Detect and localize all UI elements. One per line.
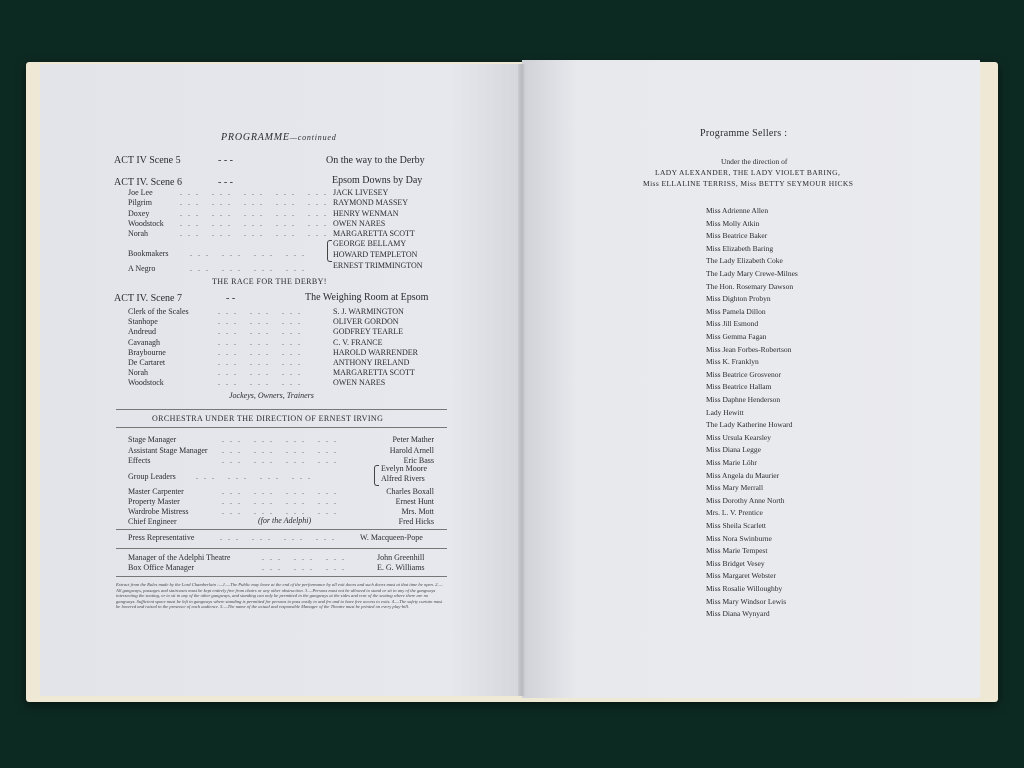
cast-role: Joe Lee bbox=[128, 188, 153, 197]
cast-role: Norah bbox=[128, 229, 148, 239]
dot-leader: ... ... ... bbox=[262, 563, 350, 572]
act4-scene6-name: Epsom Downs by Day bbox=[332, 175, 423, 186]
act4-scene6-label: ACT IV. Scene 6 bbox=[114, 177, 182, 188]
dot-leader: ... ... ... bbox=[262, 553, 350, 562]
act4-scene5-dashes: - - - bbox=[218, 155, 233, 166]
seller-name: Miss Sheila Scarlett bbox=[706, 521, 766, 530]
dot-leader: ... ... ... ... ... bbox=[180, 188, 332, 197]
dot-leader: ... ... ... bbox=[218, 347, 306, 357]
divider bbox=[116, 529, 447, 530]
seller-name: Miss Beatrice Baker bbox=[706, 231, 768, 241]
dot-leader: ... ... ... ... bbox=[220, 533, 340, 542]
dot-leader: ... ... ... ... ... bbox=[180, 229, 332, 239]
staff-name: Eric Bass bbox=[403, 456, 434, 465]
seller-name: Miss K. Franklyn bbox=[706, 357, 759, 367]
seller-name: The Lady Mary Crewe-Milnes bbox=[706, 269, 798, 278]
management-name: John Greenhill bbox=[377, 553, 425, 562]
race-line: THE RACE FOR THE DERBY! bbox=[212, 277, 327, 286]
cast-actor: OWEN NARES bbox=[333, 218, 386, 228]
cast-role: Stanhope bbox=[128, 317, 158, 327]
group-leaders-role: Group Leaders bbox=[128, 472, 176, 481]
seller-name: Lady Hewitt bbox=[706, 407, 744, 417]
divider bbox=[116, 427, 447, 428]
orchestra-line: ORCHESTRA UNDER THE DIRECTION OF ERNEST IRVING bbox=[152, 414, 384, 423]
act4-scene5-name: On the way to the Derby bbox=[326, 155, 425, 166]
seller-name: Miss Margaret Webster bbox=[706, 571, 776, 581]
seller-name: Miss Jill Esmond bbox=[706, 319, 759, 329]
seller-name: Miss Diana Legge bbox=[706, 445, 761, 455]
dot-leader: ... ... ... ... bbox=[190, 264, 310, 273]
group-leaders-brace bbox=[374, 465, 379, 486]
act4-scene7-label: ACT IV. Scene 7 bbox=[114, 293, 182, 304]
dot-leader: ... ... ... bbox=[218, 317, 306, 327]
seller-name: Miss Beatrice Grosvenor bbox=[706, 369, 781, 379]
management-role: Manager of the Adelphi Theatre bbox=[128, 553, 231, 562]
dot-leader: ... ... ... ... bbox=[196, 472, 316, 481]
seller-name: The Lady Elizabeth Coke bbox=[706, 256, 783, 266]
seller-name: Miss Beatrice Hallam bbox=[706, 382, 772, 392]
seller-name: Miss Adrienne Allen bbox=[706, 206, 769, 215]
book-gutter bbox=[518, 64, 526, 696]
staff-name: Mrs. Mott bbox=[401, 507, 434, 516]
staff-role: Stage Manager bbox=[128, 435, 177, 444]
seller-name: Miss Nora Swinburne bbox=[706, 533, 772, 543]
dot-leader: ... ... ... ... bbox=[190, 249, 310, 258]
seller-name: Miss Jean Forbes-Robertson bbox=[706, 344, 792, 354]
dot-leader: ... ... ... ... bbox=[222, 456, 342, 465]
sellers-title: Programme Sellers : bbox=[700, 128, 788, 139]
cast-actor: HENRY WENMAN bbox=[333, 208, 399, 218]
bookmakers-actor-2: HOWARD TEMPLETON bbox=[333, 250, 418, 259]
staff-name: Charles Boxall bbox=[386, 487, 434, 496]
dot-leader: ... ... ... ... bbox=[222, 497, 342, 506]
seller-name: Miss Gemma Fagan bbox=[706, 332, 767, 341]
act4-scene7-dashes: - - bbox=[226, 293, 236, 304]
cast-actor: MARGARETTA SCOTT bbox=[333, 368, 415, 378]
seller-name: Miss Molly Atkin bbox=[706, 218, 760, 228]
act4-scene6-dashes: - - - bbox=[218, 177, 233, 188]
cast-actor: RAYMOND MASSEY bbox=[333, 198, 409, 208]
act4-scene5-label: ACT IV Scene 5 bbox=[114, 155, 181, 166]
cast-role: Braybourne bbox=[128, 347, 166, 357]
cast-role: Cavanagh bbox=[128, 337, 160, 347]
staff-role: Assistant Stage Manager bbox=[128, 446, 208, 455]
management-role: Box Office Manager bbox=[128, 563, 195, 572]
seller-name: Miss Angela du Maurier bbox=[706, 470, 780, 480]
seller-name: Miss Marie Tempest bbox=[706, 546, 768, 556]
cast-actor: ANTHONY IRELAND bbox=[333, 358, 410, 367]
bookmakers-actor-1: GEORGE BELLAMY bbox=[333, 239, 407, 248]
seller-name: Miss Dighton Probyn bbox=[706, 294, 771, 304]
staff-role: Chief Engineer bbox=[128, 517, 177, 526]
dot-leader: ... ... ... ... ... bbox=[180, 218, 332, 228]
dot-leader: ... ... ... ... ... bbox=[180, 198, 332, 208]
dot-leader: ... ... ... bbox=[218, 358, 306, 367]
seller-name: Miss Pamela Dillon bbox=[706, 306, 766, 316]
dot-leader: ... ... ... ... bbox=[222, 435, 342, 444]
seller-name: Miss Ursula Kearsley bbox=[706, 432, 771, 442]
seller-name: Miss Rosalie Willoughby bbox=[706, 584, 783, 593]
divider bbox=[116, 409, 447, 410]
seller-name: The Hon. Rosemary Dawson bbox=[706, 281, 794, 291]
seller-name: Miss Daphne Henderson bbox=[706, 395, 781, 404]
divider bbox=[116, 576, 447, 577]
staff-role: Master Carpenter bbox=[128, 487, 184, 496]
cast-actor: OLIVER GORDON bbox=[333, 317, 399, 327]
seller-name: Miss Mary Merrall bbox=[706, 483, 764, 493]
cast-role: Doxey bbox=[128, 208, 150, 218]
cast-actor: MARGARETTA SCOTT bbox=[333, 229, 415, 239]
staff-name: Harold Arnell bbox=[389, 446, 434, 455]
staff-name: Fred Hicks bbox=[398, 517, 434, 526]
cast-actor: JACK LIVESEY bbox=[333, 188, 389, 197]
seller-name: Miss Marie Löhr bbox=[706, 458, 757, 467]
cast-actor: OWEN NARES bbox=[333, 378, 386, 388]
staff-role: Effects bbox=[128, 456, 151, 465]
directors-line-1: LADY ALEXANDER, THE LADY VIOLET BARING, bbox=[655, 168, 841, 177]
dot-leader: ... ... ... bbox=[218, 337, 306, 347]
bookmakers-role: Bookmakers bbox=[128, 249, 169, 258]
lord-chamberlain-rules: Extract from the Rules made by the Lord Chamberlain :—1.—The Public may leave at the end of the performance by all exit doors and such doors must at that time be open. 2.—All gangways, passages and staircases must be kept entirely free from chairs or any other obstruction. 3.—Persons must not be allowed to stand or sit in any of the gangways intersecting the seating, or to sit in any of the other gangways, and standing can only be permitted in the gangways at the sides and rear of the seating where there are no gangways. Sufficient space must be left in gangways where standing is permitted for persons to pass easily to and fro and to have free access to exits. 4.—The safety curtain must be lowered and raised in the presence of each audience. 5.—The name of the actual and responsible Manager of the Theatre must be printed on every play-bill. bbox=[116, 582, 443, 610]
group-leader-2: Alfred Rivers bbox=[381, 474, 425, 483]
dot-leader: ... ... ... bbox=[218, 378, 306, 388]
cast-actor: C. V. FRANCE bbox=[333, 337, 383, 347]
group-leader-1: Evelyn Moore bbox=[381, 464, 427, 473]
dot-leader: ... ... ... ... bbox=[222, 487, 342, 496]
seller-name: Miss Diana Wynyard bbox=[706, 609, 770, 619]
seller-name: The Lady Katherine Howard bbox=[706, 420, 793, 430]
staff-role: Property Master bbox=[128, 497, 180, 506]
divider bbox=[116, 548, 447, 549]
seller-name: Miss Elizabeth Baring bbox=[706, 243, 774, 253]
sellers-subtitle: Under the direction of bbox=[721, 157, 788, 166]
dot-leader: ... ... ... bbox=[218, 368, 306, 378]
seller-name: Miss Bridget Vesey bbox=[706, 558, 765, 568]
negro-role: A Negro bbox=[128, 264, 156, 273]
seller-name: Miss Dorothy Anne North bbox=[706, 495, 785, 505]
cast-role: Norah bbox=[128, 368, 148, 378]
staff-name: Peter Mather bbox=[392, 435, 434, 444]
seller-name: Miss Mary Windsor Lewis bbox=[706, 596, 787, 606]
press-name: W. Macqueen-Pope bbox=[360, 533, 423, 542]
bookmakers-brace bbox=[327, 240, 332, 262]
dot-leader: ... ... ... ... ... bbox=[180, 208, 332, 218]
cast-role: De Cartaret bbox=[128, 358, 166, 367]
dot-leader: ... ... ... bbox=[218, 327, 306, 337]
cast-role: Clerk of the Scales bbox=[128, 307, 189, 316]
cast-role: Pilgrim bbox=[128, 198, 153, 208]
programme-title: PROGRAMME—continued bbox=[221, 132, 337, 143]
cast-role: Woodstock bbox=[128, 378, 164, 388]
press-role: Press Representative bbox=[128, 533, 195, 542]
dot-leader: ... ... ... ... bbox=[222, 446, 342, 455]
cast-role: Woodstock bbox=[128, 218, 164, 228]
cast-actor: HAROLD WARRENDER bbox=[333, 347, 418, 357]
dot-leader: ... ... ... ... bbox=[222, 507, 342, 516]
staff-role: Wardrobe Mistress bbox=[128, 507, 189, 516]
seller-name: Mrs. L. V. Prentice bbox=[706, 508, 763, 518]
cast-role: Andreud bbox=[128, 327, 156, 337]
directors-line-2: Miss ELLALINE TERRISS, Miss BETTY SEYMOUR HICKS bbox=[643, 179, 854, 188]
cast-actor: S. J. WARMINGTON bbox=[333, 307, 404, 316]
jockeys-line: Jockeys, Owners, Trainers bbox=[229, 391, 314, 400]
staff-name: Ernest Hunt bbox=[395, 497, 434, 506]
act4-scene7-name: The Weighing Room at Epsom bbox=[305, 292, 429, 303]
dot-leader: ... ... ... bbox=[218, 307, 306, 316]
adelphi-note: (for the Adelphi) bbox=[258, 516, 312, 525]
cast-actor: GODFREY TEARLE bbox=[333, 327, 403, 337]
management-name: E. G. Williams bbox=[377, 563, 425, 572]
negro-actor: ERNEST TRIMMINGTON bbox=[333, 261, 423, 270]
